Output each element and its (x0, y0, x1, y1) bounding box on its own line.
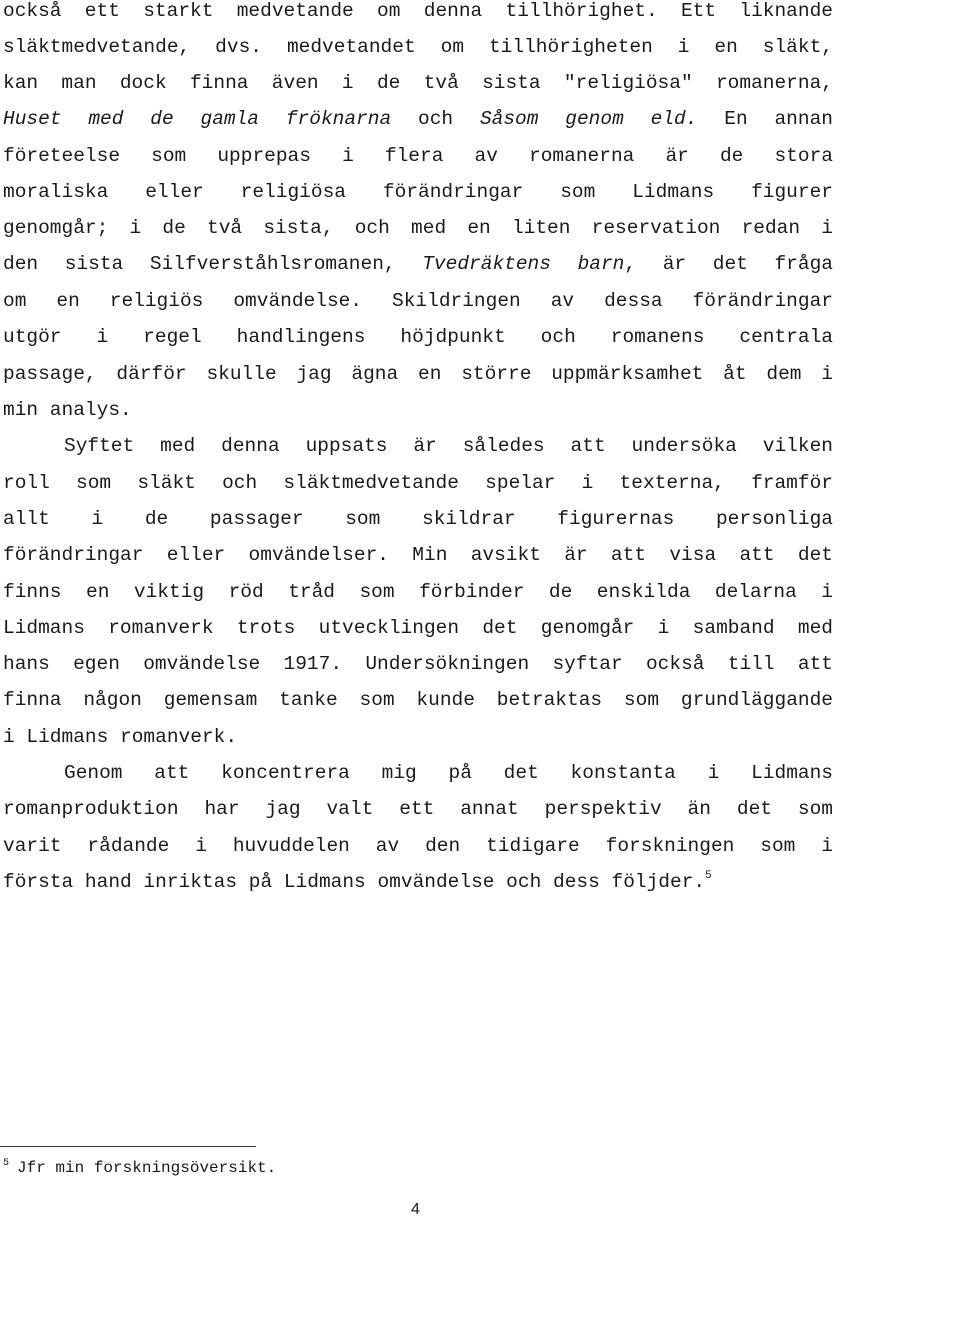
text-line: hans egen omvändelse 1917. Undersökningen syftar också till att (3, 653, 833, 675)
novel-title: Huset med de gamla fröknarna (3, 108, 392, 130)
text-line: finna någon gemensam tanke som kunde betraktas som grundläggande (3, 689, 833, 711)
text-line: första hand inriktas på Lidmans omvändelse och dess följder.$^5$ (3, 870, 712, 893)
text-line: roll som släkt och släktmedvetande spelar i texterna, framför (3, 472, 833, 494)
text-line: finns en viktig röd tråd som förbinder de enskilda delarna i (3, 581, 833, 603)
text-line: den sista Silfverståhlsromanen, Tvedräktens barn, är det fråga (3, 253, 833, 275)
footnote (3, 1157, 276, 1179)
footnote-separator (0, 1146, 256, 1147)
text-line: Lidmans romanverk trots utvecklingen det genomgår i samband med (3, 617, 833, 639)
footnote-reference[interactable]: 5 (705, 870, 712, 882)
text-line: min analys. (3, 399, 132, 421)
text-line: varit rådande i huvuddelen av den tidigare forskningen som i (3, 835, 833, 857)
text-line: också ett starkt medvetande om denna tillhörighet. Ett liknande (3, 0, 833, 22)
paragraph-first-line: Genom att koncentrera mig på det konstanta i Lidmans (64, 762, 833, 784)
text-line: passage, därför skulle jag ägna en större uppmärksamhet åt dem i (3, 363, 833, 385)
novel-title: Såsom genom eld. (479, 108, 698, 130)
text-line: moraliska eller religiösa förändringar som Lidmans figurer (3, 181, 833, 203)
page-number: 4 (411, 1201, 420, 1218)
text-line: romanproduktion har jag valt ett annat perspektiv än det som (3, 798, 833, 820)
text-line: Huset med de gamla fröknarna och Såsom genom eld. En annan (3, 108, 833, 130)
text-line: allt i de passager som skildrar figurernas personliga (3, 508, 833, 530)
text-line: om en religiös omvändelse. Skildringen av dessa förändringar (3, 290, 833, 312)
text-line: förändringar eller omvändelser. Min avsikt är att visa att det (3, 544, 833, 566)
text-line: genomgår; i de två sista, och med en liten reservation redan i (3, 217, 833, 239)
text-line: släktmedvetande, dvs. medvetandet om tillhörigheten i en släkt, (3, 36, 833, 58)
paragraph-first-line: Syftet med denna uppsats är således att undersöka vilken (64, 435, 833, 457)
text-line: i Lidmans romanverk. (3, 726, 238, 748)
novel-title: Tvedräktens barn (422, 253, 625, 275)
text-line: företeelse som upprepas i flera av romanerna är de stora (3, 145, 833, 167)
text-line: kan man dock finna även i de två sista "religiösa" romanerna, (3, 72, 833, 94)
text-line: utgör i regel handlingens höjdpunkt och romanens centrala (3, 326, 833, 348)
footnote-marker: 5 (3, 1158, 10, 1169)
footnote-text: Jfr min forskningsöversikt. (17, 1159, 277, 1177)
